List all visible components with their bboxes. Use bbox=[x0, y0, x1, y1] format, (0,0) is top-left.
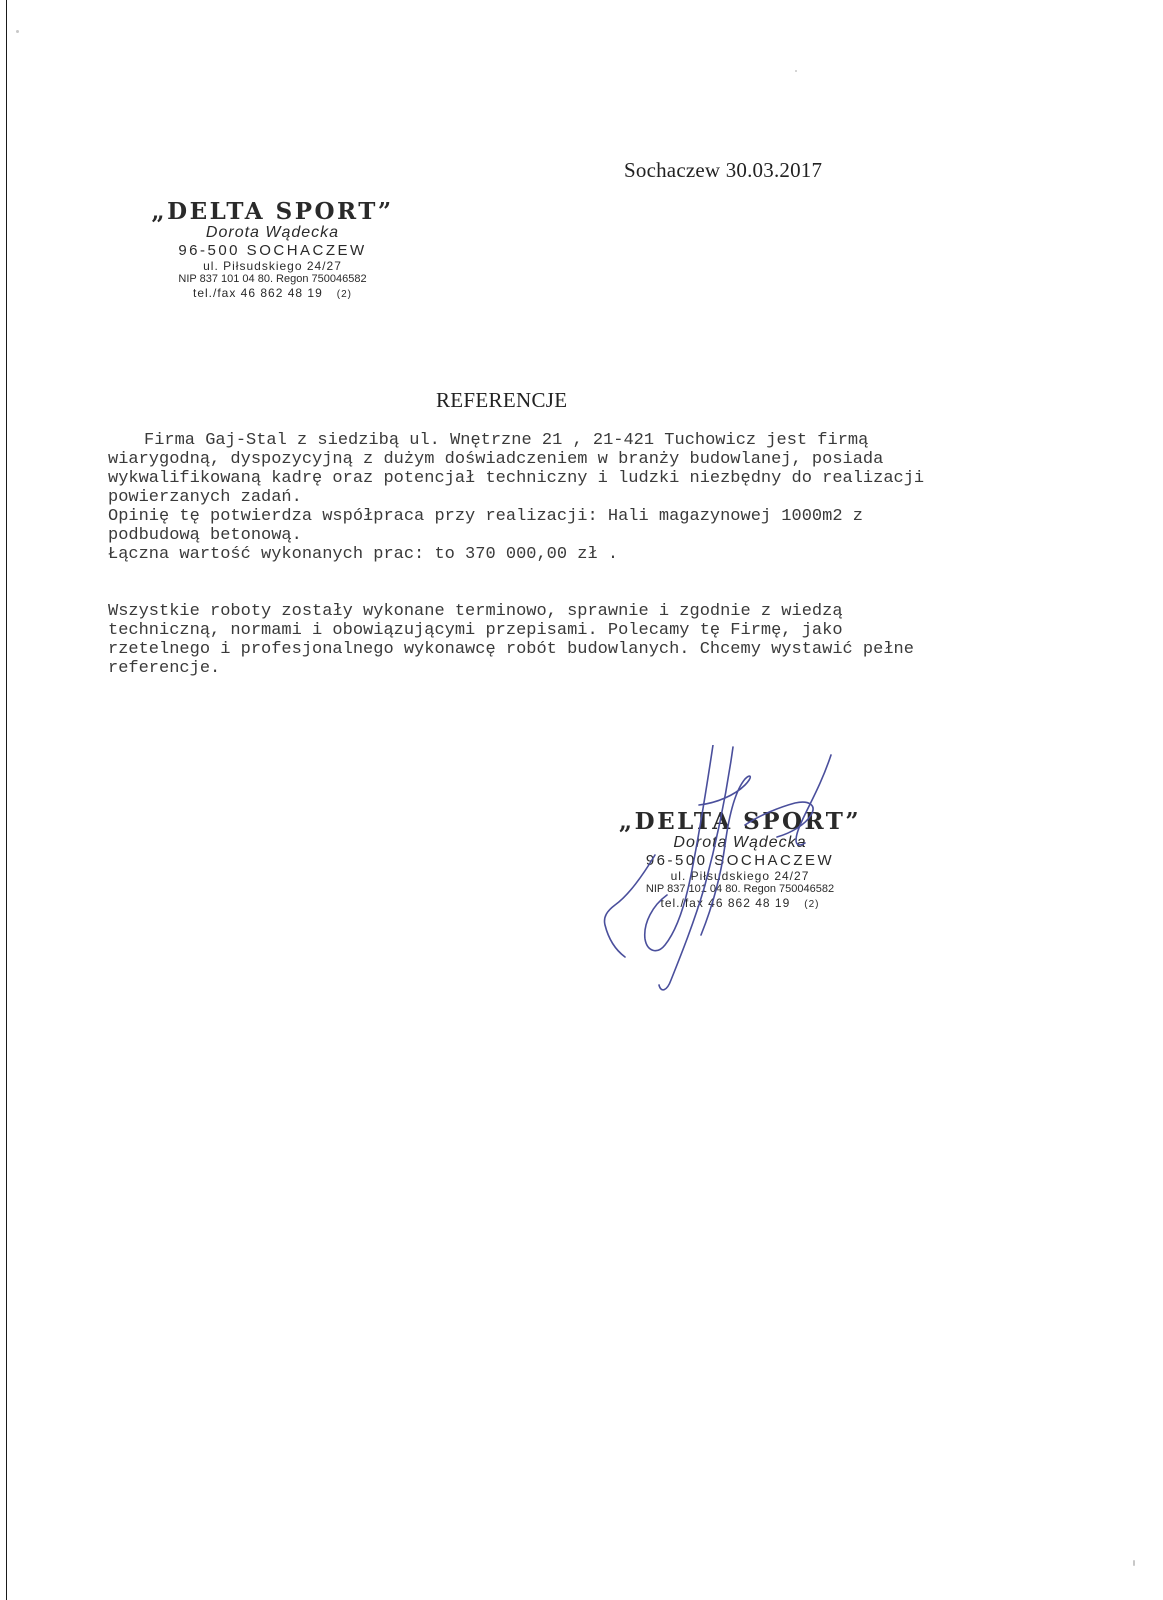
document-date: Sochaczew 30.03.2017 bbox=[624, 158, 823, 182]
scan-speck bbox=[795, 70, 797, 72]
body-paragraph-1 bbox=[108, 431, 1038, 564]
document-title: REFERENCJE bbox=[436, 388, 568, 412]
stamp-tel: tel./fax 46 862 48 19 bbox=[660, 896, 791, 910]
stamp-street: ul. Piłsudskiego 24/27 bbox=[203, 259, 342, 273]
stamp-company-name: „DELTA SPORT” bbox=[618, 808, 862, 835]
stamp-owner: Dorota Wądecka bbox=[205, 224, 340, 241]
stamp-city: 96-500 SOCHACZEW bbox=[178, 242, 367, 259]
scan-speck bbox=[1133, 1560, 1135, 1566]
stamp-nip-regon: NIP 837 101 04 80. Regon 750046582 bbox=[178, 273, 367, 285]
stamp-street: ul. Piłsudskiego 24/27 bbox=[670, 869, 810, 883]
body-line: Firma Gaj-Stal z siedzibą ul. Wnętrzne 21 , 21-421 Tuchowicz jest firmą bbox=[144, 431, 869, 450]
handwritten-signature bbox=[595, 745, 855, 995]
stamp-city: 96-500 SOCHACZEW bbox=[645, 852, 835, 869]
body-line: wiarygodną, dyspozycyjną z dużym doświadczeniem w branży budowlanej, posiada bbox=[108, 450, 884, 469]
stamp-owner: Dorota Wądecka bbox=[673, 834, 807, 851]
body-line: wykwalifikowaną kadrę oraz potencjał techniczny i ludzki niezbędny do realizacji bbox=[108, 469, 925, 488]
stamp-nip-regon: NIP 837 101 04 80. Regon 750046582 bbox=[645, 883, 835, 895]
body-line: podbudową betonową. bbox=[108, 526, 302, 545]
stamp-company-name: „DELTA SPORT” bbox=[151, 198, 394, 225]
body-paragraph-2 bbox=[108, 602, 1038, 678]
stamp-tel-line bbox=[150, 287, 395, 300]
company-stamp-top bbox=[150, 200, 395, 300]
body-line: powierzanych zadań. bbox=[108, 488, 302, 507]
body-line: techniczną, normami i obowiązującymi przepisami. Polecamy tę Firmę, jako bbox=[108, 621, 843, 640]
body-line: Opinię tę potwierdza współpraca przy realizacji: Hali magazynowej 1000m2 z bbox=[108, 507, 863, 526]
stamp-tel-note: (2) bbox=[336, 289, 352, 300]
stamp-tel-note: (2) bbox=[804, 899, 820, 910]
scan-left-edge bbox=[6, 0, 7, 1600]
body-line: Wszystkie roboty zostały wykonane terminowo, sprawnie i zgodnie z wiedzą bbox=[108, 602, 843, 621]
body-line: referencje. bbox=[108, 659, 221, 678]
stamp-tel: tel./fax 46 862 48 19 bbox=[193, 286, 323, 300]
body-line: Łączna wartość wykonanych prac: to 370 000,00 zł . bbox=[108, 545, 619, 564]
body-line: rzetelnego i profesjonalnego wykonawcę robót budowlanych. Chcemy wystawić pełne bbox=[108, 640, 914, 659]
scan-speck bbox=[16, 30, 19, 33]
